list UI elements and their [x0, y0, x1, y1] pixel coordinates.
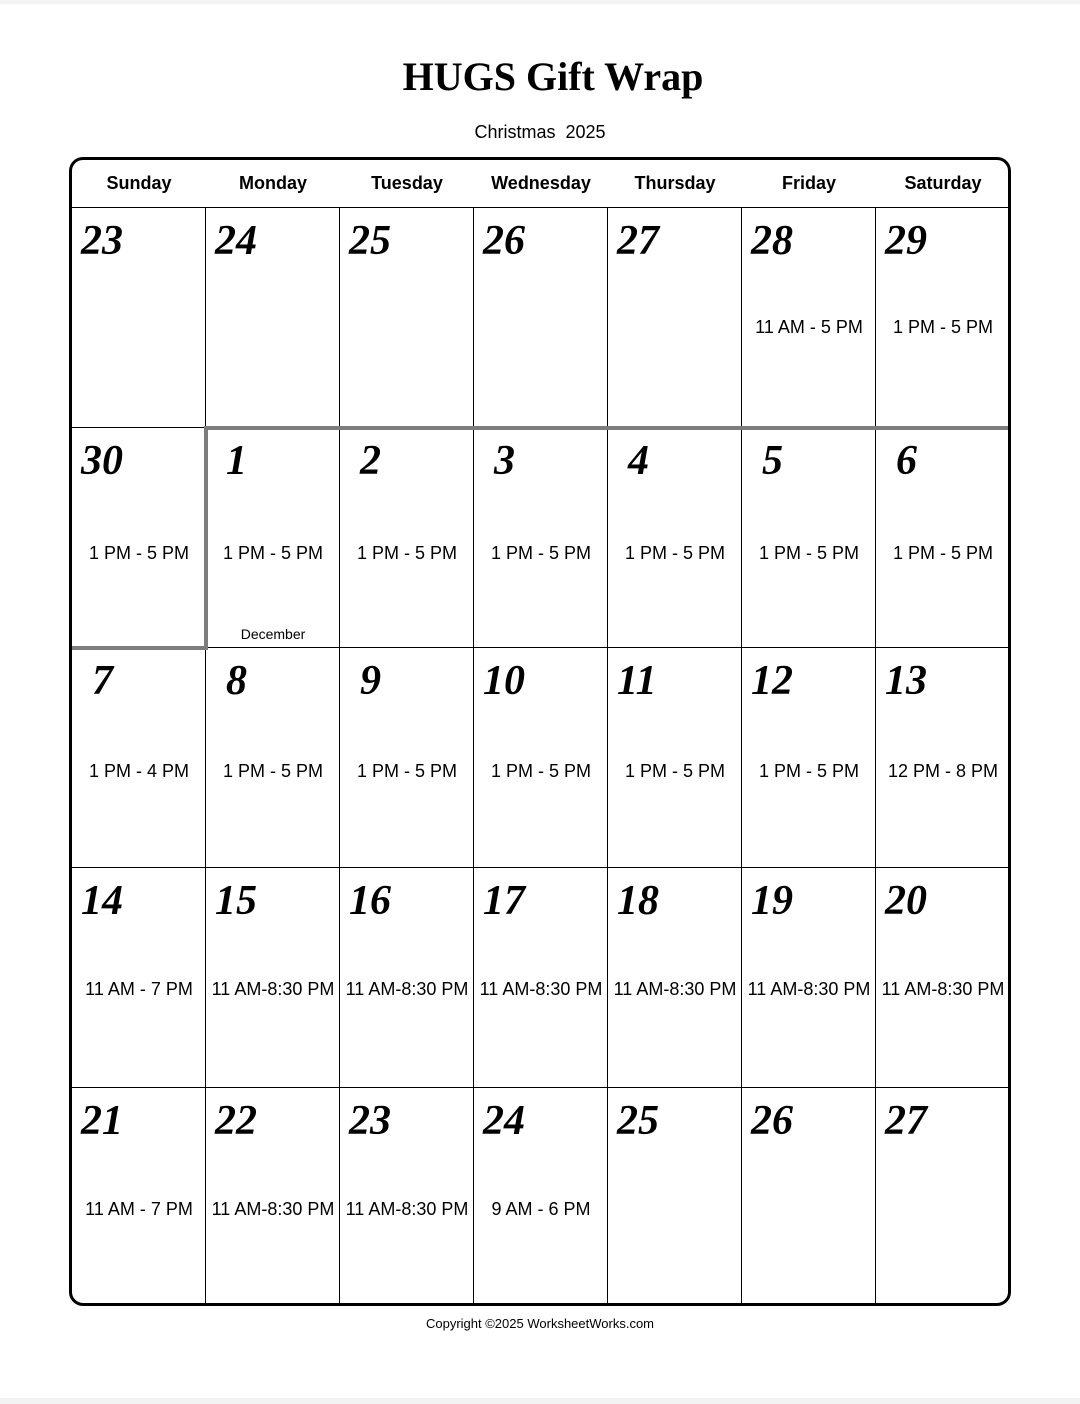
day-cell: [876, 868, 1010, 1088]
day-cell: [340, 868, 474, 1088]
month-boundary-line: [204, 426, 208, 648]
day-cell: [72, 648, 206, 868]
day-number: 26: [751, 1098, 793, 1144]
weekday-tuesday: Tuesday: [371, 173, 443, 193]
day-number: 24: [215, 218, 257, 264]
opening-hours: 11 AM-8:30 PM: [613, 979, 737, 999]
weekday-monday: Monday: [238, 173, 307, 193]
day-cell: [72, 1088, 206, 1306]
month-label: December: [240, 626, 306, 642]
opening-hours: 1 PM - 5 PM: [624, 761, 726, 781]
day-number: 13: [885, 658, 927, 704]
opening-hours: 1 PM - 5 PM: [356, 761, 458, 781]
day-number: 25: [617, 1098, 659, 1144]
day-number: 18: [617, 878, 659, 924]
day-cell: [72, 208, 206, 428]
day-cell: [742, 648, 876, 868]
day-cell: [876, 648, 1010, 868]
day-number: 22: [215, 1098, 257, 1144]
opening-hours: 1 PM - 5 PM: [356, 543, 458, 563]
day-number: 14: [81, 878, 123, 924]
day-cell: [340, 208, 474, 428]
day-cell: [742, 868, 876, 1088]
opening-hours: 1 PM - 5 PM: [758, 543, 860, 563]
day-number: 3: [494, 438, 515, 484]
day-cell: [72, 868, 206, 1088]
weekday-saturday: Saturday: [904, 173, 982, 193]
day-cell: [742, 1088, 876, 1306]
opening-hours: 1 PM - 5 PM: [222, 761, 324, 781]
day-cell: [474, 868, 608, 1088]
day-number: 10: [483, 658, 525, 704]
opening-hours: 1 PM - 5 PM: [222, 543, 324, 563]
day-cell: [206, 868, 340, 1088]
opening-hours: 1 PM - 5 PM: [490, 761, 592, 781]
day-number: 5: [762, 438, 783, 484]
day-cell: [206, 428, 340, 648]
day-number: 25: [349, 218, 391, 264]
day-number: 9: [360, 658, 381, 704]
opening-hours: 1 PM - 5 PM: [892, 543, 994, 563]
opening-hours: 1 PM - 5 PM: [758, 761, 860, 781]
day-cell: [608, 648, 742, 868]
opening-hours: 11 AM-8:30 PM: [479, 979, 603, 999]
opening-hours: 11 AM-8:30 PM: [345, 979, 469, 999]
weekday-header-row: [72, 160, 1008, 208]
day-cell: [474, 1088, 608, 1306]
day-number: 30: [81, 438, 123, 484]
opening-hours: 1 PM - 5 PM: [490, 543, 592, 563]
opening-hours: 1 PM - 4 PM: [88, 761, 190, 781]
day-cell: [474, 208, 608, 428]
day-number: 7: [92, 658, 113, 704]
day-cell: [742, 428, 876, 648]
month-boundary-line: [206, 426, 1008, 430]
day-cell: [340, 428, 474, 648]
day-cell: [876, 428, 1010, 648]
weekday-wednesday: Wednesday: [491, 173, 591, 193]
day-cell: [206, 1088, 340, 1306]
day-number: 29: [885, 218, 927, 264]
calendar-page: [0, 4, 1080, 1398]
day-cell: [72, 428, 206, 648]
day-number: 6: [896, 438, 917, 484]
day-cell: [474, 428, 608, 648]
day-number: 28: [751, 218, 793, 264]
calendar-grid: [69, 157, 1011, 1306]
day-number: 11: [617, 658, 657, 704]
opening-hours: 11 AM-8:30 PM: [881, 979, 1005, 999]
page-subtitle: Christmas 2025: [474, 122, 606, 142]
day-number: 23: [349, 1098, 391, 1144]
opening-hours: 11 AM - 7 PM: [85, 979, 193, 999]
day-number: 15: [215, 878, 257, 924]
page-title: HUGS Gift Wrap: [402, 54, 704, 99]
opening-hours: 11 AM-8:30 PM: [211, 1199, 335, 1219]
day-cell: [876, 208, 1010, 428]
opening-hours: 1 PM - 5 PM: [624, 543, 726, 563]
day-number: 12: [751, 658, 793, 704]
opening-hours: 11 AM - 5 PM: [755, 317, 863, 337]
opening-hours: 9 AM - 6 PM: [491, 1199, 591, 1219]
day-cell: [206, 208, 340, 428]
day-cell: [340, 1088, 474, 1306]
opening-hours: 11 AM-8:30 PM: [345, 1199, 469, 1219]
day-number: 27: [617, 218, 659, 264]
opening-hours: 1 PM - 5 PM: [88, 543, 190, 563]
opening-hours: 11 AM-8:30 PM: [747, 979, 871, 999]
day-number: 24: [483, 1098, 525, 1144]
weekday-thursday: Thursday: [634, 173, 716, 193]
day-number: 26: [483, 218, 525, 264]
month-boundary-line: [72, 646, 208, 650]
weekday-friday: Friday: [781, 173, 837, 193]
day-cell: [608, 428, 742, 648]
weekday-sunday: Sunday: [106, 173, 172, 193]
copyright-notice: Copyright ©2025 WorksheetWorks.com: [425, 1316, 655, 1331]
day-number: 27: [885, 1098, 927, 1144]
day-number: 4: [628, 438, 649, 484]
day-cell: [876, 1088, 1010, 1306]
day-cell: [474, 648, 608, 868]
opening-hours: 12 PM - 8 PM: [887, 761, 999, 781]
day-cell: [608, 868, 742, 1088]
day-number: 2: [360, 438, 381, 484]
day-number: 8: [226, 658, 247, 704]
opening-hours: 1 PM - 5 PM: [892, 317, 994, 337]
day-cell: [340, 648, 474, 868]
day-number: 20: [885, 878, 927, 924]
opening-hours: 11 AM-8:30 PM: [211, 979, 335, 999]
opening-hours: 11 AM - 7 PM: [85, 1199, 193, 1219]
day-number: 21: [81, 1098, 123, 1144]
day-number: 19: [751, 878, 793, 924]
day-number: 16: [349, 878, 391, 924]
day-cell: [206, 648, 340, 868]
day-number: 1: [226, 438, 247, 484]
day-cell: [608, 208, 742, 428]
day-number: 17: [483, 878, 525, 924]
day-cell: [608, 1088, 742, 1306]
day-cell: [742, 208, 876, 428]
day-number: 23: [81, 218, 123, 264]
